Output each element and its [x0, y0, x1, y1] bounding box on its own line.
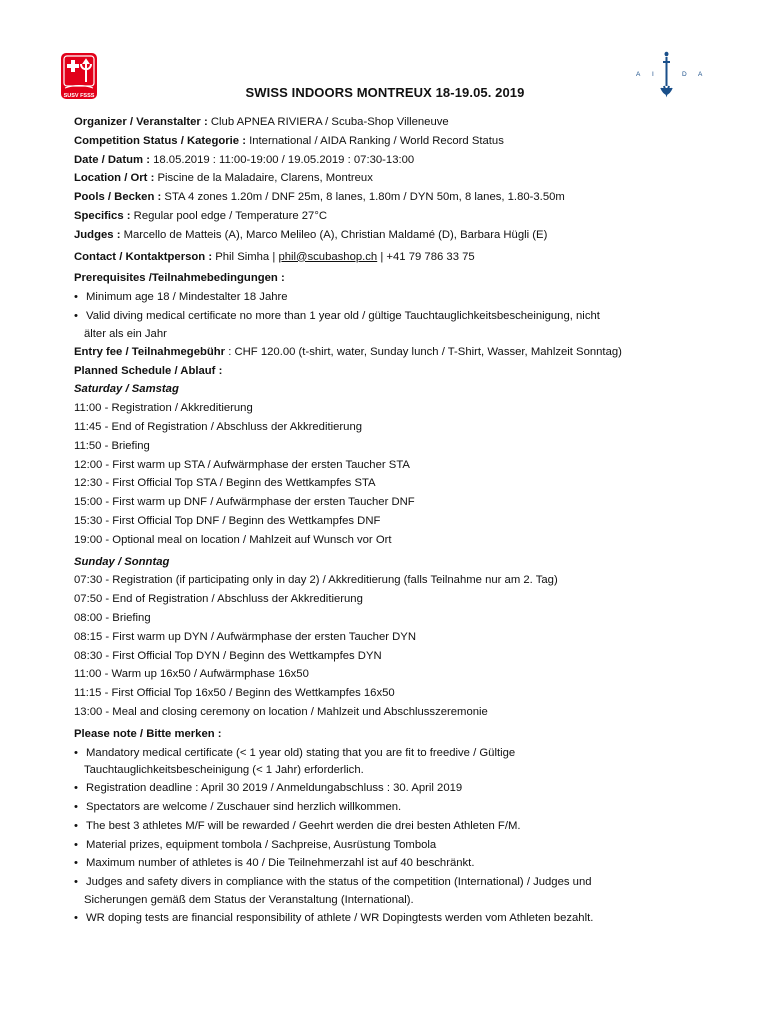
- schedule-item: 11:15 - First Official Top 16x50 / Beginn des Wettkampfes 16x50: [74, 687, 395, 700]
- notes-heading: Please note / Bitte merken :: [74, 727, 222, 740]
- schedule-item: 15:00 - First warm up DNF / Aufwärmphase der ersten Taucher DNF: [74, 496, 415, 509]
- info-organizer: Organizer / Veranstalter : Club APNEA RIVIERA / Scuba-Shop Villeneuve: [74, 116, 449, 128]
- prerequisite-item: • Minimum age 18 / Mindestalter 18 Jahre: [74, 288, 714, 307]
- info-status: Competition Status / Kategorie : International / AIDA Ranking / World Record Status: [74, 134, 504, 147]
- saturday-heading: Saturday / Samstag: [74, 383, 179, 396]
- logo-left-text: SUSV FSSS: [63, 93, 95, 99]
- note-continuation: Sicherungen gemäß dem Status der Veranstaltung (International).: [84, 894, 414, 907]
- schedule-item: 11:50 - Briefing: [74, 439, 150, 452]
- entry-fee-line: Entry fee / Teilnahmegebühr : CHF 120.00 (t-shirt, water, Sunday lunch / T-Shirt, Wasser, Mahlzeit Sonntag): [74, 345, 622, 358]
- schedule-item: 08:30 - First Official Top DYN / Beginn des Wettkampfes DYN: [74, 649, 382, 662]
- schedule-item: 07:50 - End of Registration / Abschluss der Akkreditierung: [74, 593, 363, 606]
- info-specifics: Specifics : Regular pool edge / Temperature 27°C: [74, 209, 327, 222]
- schedule-item: 15:30 - First Official Top DNF / Beginn des Wettkampfes DNF: [74, 514, 381, 527]
- info-pools: Pools / Becken : STA 4 zones 1.20m / DNF 25m, 8 lanes, 1.80m / DYN 50m, 8 lanes, 1.80-3.50m: [74, 191, 565, 204]
- schedule-item: 12:00 - First warm up STA / Aufwärmphase der ersten Taucher STA: [74, 458, 410, 471]
- schedule-heading: Planned Schedule / Ablauf :: [74, 364, 223, 377]
- schedule-item: 08:00 - Briefing: [74, 611, 151, 624]
- note-item: • WR doping tests are financial responsibility of athlete / WR Dopingtests werden vom Athleten bezahlt.: [74, 909, 714, 928]
- sunday-heading: Sunday / Sonntag: [74, 555, 170, 568]
- schedule-item: 11:00 - Warm up 16x50 / Aufwärmphase 16x50: [74, 668, 309, 681]
- aida-letter-1: A: [636, 71, 641, 78]
- schedule-item: 07:30 - Registration (if participating only in day 2) / Akkreditierung (falls Teilnahme nur am 2. Tag): [74, 574, 558, 587]
- info-date: Date / Datum : 18.05.2019 : 11:00-19:00 / 19.05.2019 : 07:30-13:00: [74, 153, 415, 166]
- aida-letter-4: A: [698, 71, 703, 78]
- schedule-item: 19:00 - Optional meal on location / Mahlzeit auf Wunsch vor Ort: [74, 533, 392, 546]
- prerequisite-item: • Valid diving medical certificate no more than 1 year old / gültige Tauchtauglichkeitsbescheinigung, nicht: [74, 307, 714, 326]
- contact-email-link[interactable]: phil@scubashop.ch: [278, 250, 378, 263]
- contact-line: Contact / Kontaktperson : Phil Simha | phil@scubashop.ch | +41 79 786 33 75: [74, 250, 475, 263]
- note-item: • Judges and safety divers in compliance with the status of the competition (International) / Judges und: [74, 873, 714, 892]
- schedule-item: 12:30 - First Official Top STA / Beginn des Wettkampfes STA: [74, 477, 376, 490]
- aida-letter-2: I: [652, 71, 654, 78]
- note-continuation: Tauchtauglichkeitsbescheinigung (< 1 Jahr) erforderlich.: [84, 764, 364, 777]
- aida-letter-3: D: [682, 71, 687, 78]
- note-item: • The best 3 athletes M/F will be rewarded / Geehrt werden die drei besten Athleten F/M.: [74, 817, 714, 836]
- page-title: SWISS INDOORS MONTREUX 18-19.05. 2019: [245, 85, 525, 100]
- note-item: • Material prizes, equipment tombola / Sachpreise, Ausrüstung Tombola: [74, 836, 714, 855]
- note-item: • Spectators are welcome / Zuschauer sind herzlich willkommen.: [74, 798, 714, 817]
- prerequisite-continuation: älter als ein Jahr: [84, 327, 167, 340]
- schedule-item: 13:00 - Meal and closing ceremony on location / Mahlzeit und Abschlusszeremonie: [74, 705, 488, 718]
- prerequisites-heading: Prerequisites /Teilnahmebedingungen :: [74, 272, 285, 285]
- note-item: • Registration deadline : April 30 2019 / Anmeldungabschluss : 30. April 2019: [74, 779, 714, 798]
- document-body: [74, 113, 714, 928]
- schedule-item: 11:00 - Registration / Akkreditierung: [74, 402, 253, 415]
- note-item: • Maximum number of athletes is 40 / Die Teilnehmerzahl ist auf 40 beschränkt.: [74, 854, 714, 873]
- note-item: • Mandatory medical certificate (< 1 year old) stating that you are fit to freedive / Gültige: [74, 744, 714, 763]
- schedule-item: 11:45 - End of Registration / Abschluss der Akkreditierung: [74, 420, 363, 433]
- info-judges: Judges : Marcello de Matteis (A), Marco Melileo (A), Christian Maldamé (D), Barbara Hügli (E): [74, 228, 548, 241]
- schedule-item: 08:15 - First warm up DYN / Aufwärmphase der ersten Taucher DYN: [74, 630, 416, 643]
- info-location: Location / Ort : Piscine de la Maladaire, Clarens, Montreux: [74, 172, 373, 185]
